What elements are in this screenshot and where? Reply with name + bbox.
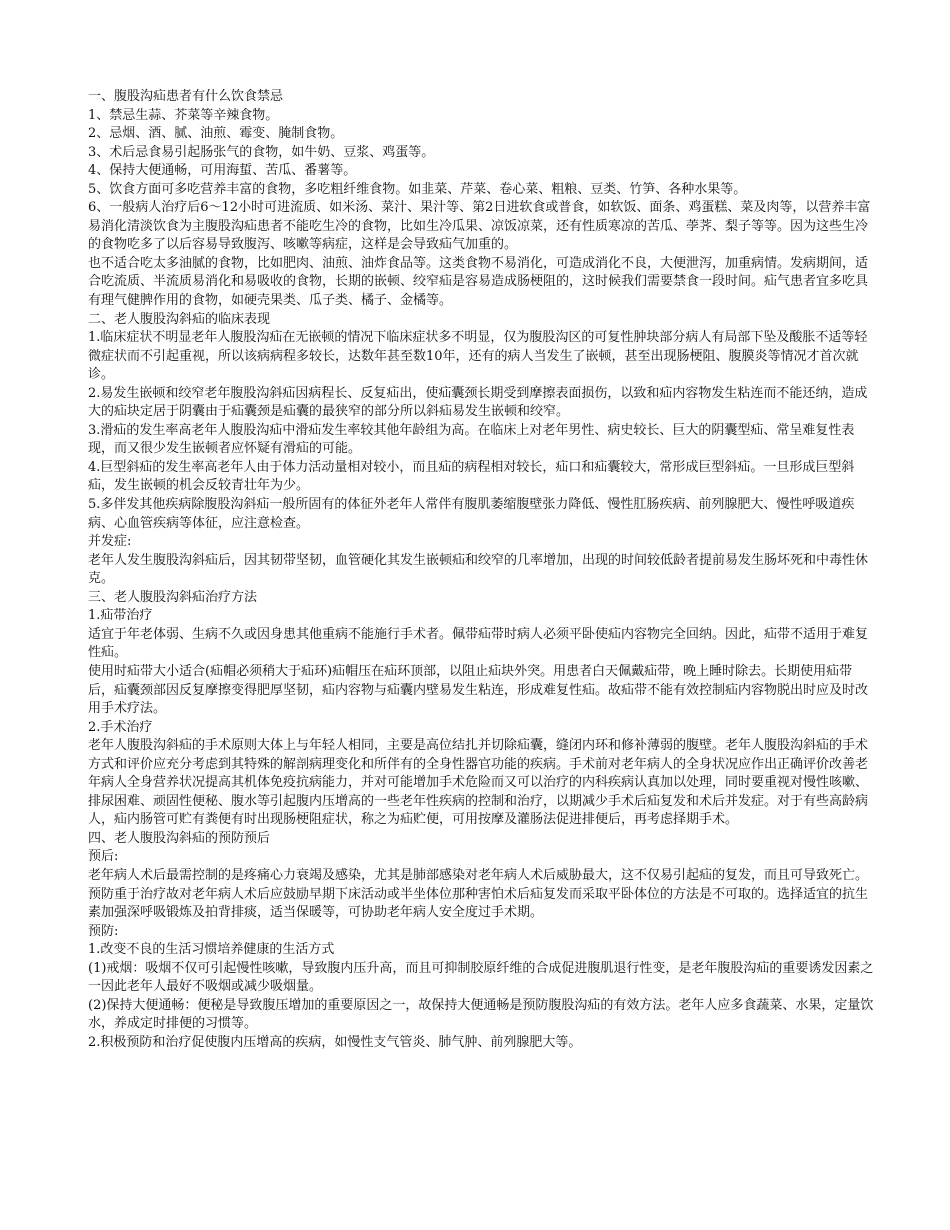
paragraph: 1、禁忌生蒜、芥菜等辛辣食物。 <box>88 107 279 123</box>
paragraph: (1)戒烟：吸烟不仅可引起慢性咳嗽，导致腹内压升高，而且可抑制胶原纤维的合成促进腹肌退行性变，是老年腹股沟疝的重要诱发因素之一因此老年人最好不吸烟或减少吸烟量。 <box>88 960 874 995</box>
paragraph: 5.多伴发其他疾病除腹股沟斜疝一般所固有的体征外老年人常伴有腹肌萎缩腹壁张力降低、慢性肛肠疾病、前列腺肥大、慢性呼吸道疾病、心血管疾病等体征，应注意检查。 <box>88 497 855 531</box>
paragraph: (2)保持大便通畅：便秘是导致腹压增加的重要原因之一，故保持大便通畅是预防腹股沟疝的有效方法。老年人应多食蔬菜、水果，定量饮水，养成定时排便的习惯等。 <box>88 997 874 1032</box>
paragraph: 适宜于年老体弱、生病不久或因身患其他重病不能施行手术者。佩带疝带时病人必须平卧使疝内容物完全回纳。因此，疝带不适用于难复性疝。 <box>88 626 869 661</box>
paragraph: 4、保持大便通畅，可用海蜇、苦瓜、番薯等。 <box>88 163 357 179</box>
paragraph: 1.临床症状不明显老年人腹股沟疝在无嵌顿的情况下临床症状多不明显，仅为腹股沟区的可复性肿块部分病人有局部下坠及酸胀不适等轻微症状而不引起重视，所以该病病程多较长，达数年甚至数10年，还有的病人当发生了嵌顿，甚至出现肠梗阻、腹膜炎等情况才首次就诊。 <box>88 330 868 383</box>
paragraph: 4.巨型斜疝的发生率高老年人由于体力活动量相对较小，而且疝的病程相对较长，疝口和疝囊较大，常形成巨型斜疝。一旦形成巨型斜疝，发生嵌顿的机会反较青壮年为少。 <box>88 459 855 494</box>
paragraph: 使用时疝带大小适合(疝帽必须稍大于疝环)疝帽压在疝环顶部，以阻止疝块外突。用患者白天佩戴疝带，晚上睡时除去。长期使用疝带后，疝囊颈部因反复摩擦变得肥厚坚韧，疝内容物与疝囊内壁易发生粘连，形成难复性疝。故疝带不能有效控制疝内容物脱出时应及时改用手术疗法。 <box>88 663 869 717</box>
heading-diet-taboos: 一、腹股沟疝患者有什么饮食禁忌 <box>88 89 284 104</box>
paragraph: 老年人发生腹股沟斜疝后，因其韧带坚韧，血管硬化其发生嵌顿疝和绞窄的几率增加，出现的时间较低龄者提前易发生肠坏死和中毒性休克。 <box>88 552 869 587</box>
subheading-complications: 并发症: <box>88 534 132 550</box>
subheading-truss-treatment: 1.疝带治疗 <box>88 608 153 624</box>
heading-clinical-signs: 二、老人腹股沟斜疝的临床表现 <box>88 311 271 327</box>
paragraph: 也不适合吃太多油腻的食物，比如肥肉、油煎、油炸食品等。这类食物不易消化，可造成消化不良，大便泄泻，加重病情。发病期间，适合吃流质、半流质易消化和易吸收的食物，长期的嵌顿、绞窄疝是容易造成肠梗阻的，这时候我们需要禁食一段时间。疝气患者宜多吃具有理气健脾作用的食物，如硬壳果类、瓜子类、橘子、金橘等。 <box>88 255 869 309</box>
heading-treatment: 三、老人腹股沟斜疝治疗方法 <box>88 589 258 605</box>
paragraph: 3、术后忌食易引起肠张气的食物，如牛奶、豆浆、鸡蛋等。 <box>88 144 435 160</box>
paragraph: 2.易发生嵌顿和绞窄老年腹股沟斜疝因病程长、反复疝出，使疝囊颈长期受到摩擦表面损伤，以致和疝内容物发生粘连而不能还纳，造成大的疝块定居于阴囊由于疝囊颈是疝囊的最狭窄的部分所以斜疝易发生嵌顿和绞窄。 <box>88 385 868 420</box>
paragraph: 1.改变不良的生活习惯培养健康的生活方式 <box>88 942 335 958</box>
paragraph: 3.滑疝的发生率高老年人腹股沟疝中滑疝发生率较其他年龄组为高。在临床上对老年男性、病史较长、巨大的阴囊型疝、常呈难复性表现，而又很少发生嵌顿者应怀疑有滑疝的可能。 <box>88 422 855 457</box>
paragraph: 2.积极预防和治疗促使腹内压增高的疾病，如慢性支气管炎、肺气肿、前列腺肥大等。 <box>88 1034 582 1050</box>
paragraph: 5、饮食方面可多吃营养丰富的食物，多吃粗纤维食物。如韭菜、芹菜、卷心菜、粗粮、豆类、竹笋、各种水果等。 <box>88 181 747 197</box>
heading-prevention-prognosis: 四、老人腹股沟斜疝的预防预后 <box>88 830 271 846</box>
paragraph: 2、忌烟、酒、腻、油煎、霉变、腌制食物。 <box>88 126 344 142</box>
paragraph: 老年病人术后最需控制的是疼痛心力衰竭及感染，尤其是肺部感染对老年病人术后威胁最大，这不仅易引起疝的复发，而且可导致死亡。预防重于治疗故对老年病人术后应鼓励早期下床活动或半坐体位那种害怕术后疝复发而采取平卧体位的方法是不可取的。选择适宜的抗生素加强深呼吸锻炼及拍背排痰，适当保暖等，可协助老年病人安全度过手术期。 <box>88 867 869 921</box>
document-body <box>88 88 878 1052</box>
paragraph: 6、一般病人治疗后6～12小时可进流质、如米汤、菜汁、果汁等、第2日进软食或普食，如软饭、面条、鸡蛋糕、菜及肉等，以营养丰富易消化清淡饮食为主腹股沟疝患者不能吃生冷的食物，比如生冷瓜果、凉饭凉菜，还有性质寒凉的苦瓜、荸荠、梨子等等。因为这些生冷的食物吃多了以后容易导致腹泻、咳嗽等病症，这样是会导致疝气加重的。 <box>88 200 871 253</box>
paragraph: 老年人腹股沟斜疝的手术原则大体上与年轻人相同，主要是高位结扎并切除疝囊，缝闭内环和修补薄弱的腹壁。老年人腹股沟斜疝的手术方式和评价应充分考虑到其特殊的解剖病理变化和所伴有的全身性器官功能的疾病。手术前对老年病人的全身状况应作出正确评价改善老年病人全身营养状况提高其机体免疫抗病能力，并对可能增加手术危险而又可以治疗的内科疾病认真加以处理，同时要重视对慢性咳嗽、排尿困难、顽固性便秘、腹水等引起腹内压增高的一些老年性疾病的控制和治疗，以期减少手术后疝复发和术后并发症。对于有些高龄病人，疝内肠管可贮有粪便有时出现肠梗阻症状，称之为疝贮便，可用按摩及灌肠法促进排便后，再考虑择期手术。 <box>88 738 869 828</box>
subheading-surgical-treatment: 2.手术治疗 <box>88 719 153 735</box>
subheading-prevention: 预防: <box>88 923 119 939</box>
subheading-prognosis: 预后: <box>88 849 119 865</box>
